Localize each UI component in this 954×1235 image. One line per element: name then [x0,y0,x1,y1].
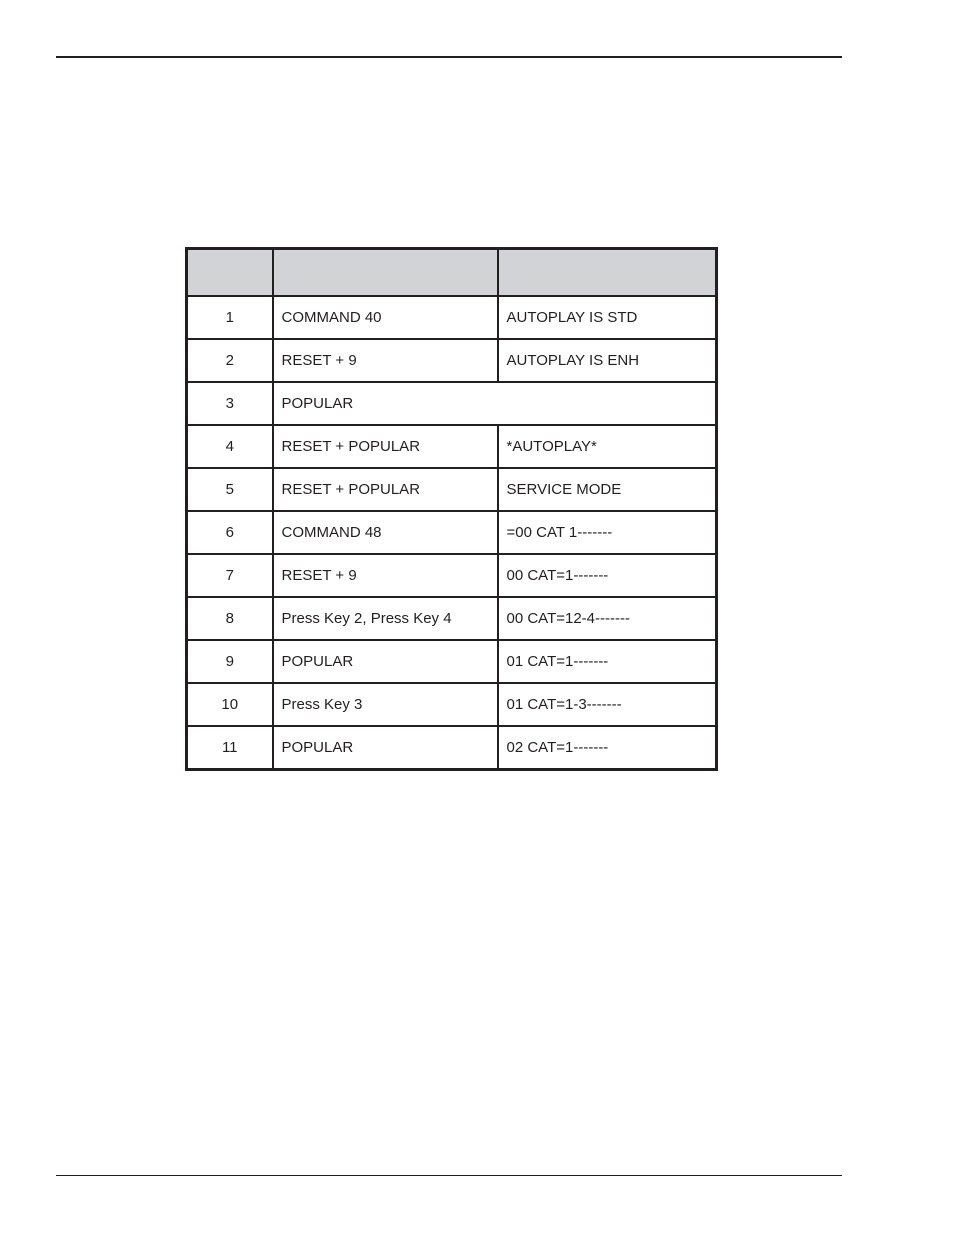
action-cell: COMMAND 40 [273,296,498,339]
step-number: 3 [187,382,273,425]
action-cell: POPULAR [273,640,498,683]
step-number: 10 [187,683,273,726]
action-cell: RESET + POPULAR [273,425,498,468]
footer-rule [56,1175,842,1176]
action-cell: RESET + POPULAR [273,468,498,511]
header-action [273,249,498,297]
action-cell: Press Key 2, Press Key 4 [273,597,498,640]
display-cell: 00 CAT=12-4------- [498,597,717,640]
table-row [187,683,717,726]
step-number: 11 [187,726,273,770]
table-row [187,339,717,382]
display-cell: SERVICE MODE [498,468,717,511]
procedure-table [185,247,718,771]
table-row [187,640,717,683]
action-cell: COMMAND 48 [273,511,498,554]
display-cell: 02 CAT=1------- [506,739,609,756]
header-step [187,249,273,297]
table-row [187,597,717,640]
action-cell: POPULAR [273,726,498,770]
action-cell: POPULAR [273,382,717,425]
step-number: 1 [187,296,273,339]
step-number: 2 [187,339,273,382]
table-row [187,296,717,339]
display-cell: 01 CAT=1------- [498,640,717,683]
display-cell: =00 CAT 1------- [498,511,717,554]
step-number: 4 [187,425,273,468]
header-display [498,249,717,297]
display-cell: AUTOPLAY IS STD [498,296,717,339]
display-cell: AUTOPLAY IS ENH [498,339,717,382]
step-number: 7 [187,554,273,597]
procedure-table-container [185,247,715,771]
table-row [187,468,717,511]
action-cell: RESET + 9 [273,339,498,382]
table-row [187,511,717,554]
table-row [187,554,717,597]
step-number: 5 [187,468,273,511]
action-cell: Press Key 3 [273,683,498,726]
step-number: 6 [187,511,273,554]
display-cell: *AUTOPLAY* [498,425,717,468]
table-row [187,382,717,425]
step-number: 8 [187,597,273,640]
header-rule [56,56,842,58]
display-cell: 01 CAT=1-3------- [498,683,717,726]
step-number: 9 [187,640,273,683]
action-cell: RESET + 9 [273,554,498,597]
display-cell: 00 CAT=1------- [498,554,717,597]
table-row [187,425,717,468]
table-row [187,726,717,770]
table-header-row [187,249,717,297]
